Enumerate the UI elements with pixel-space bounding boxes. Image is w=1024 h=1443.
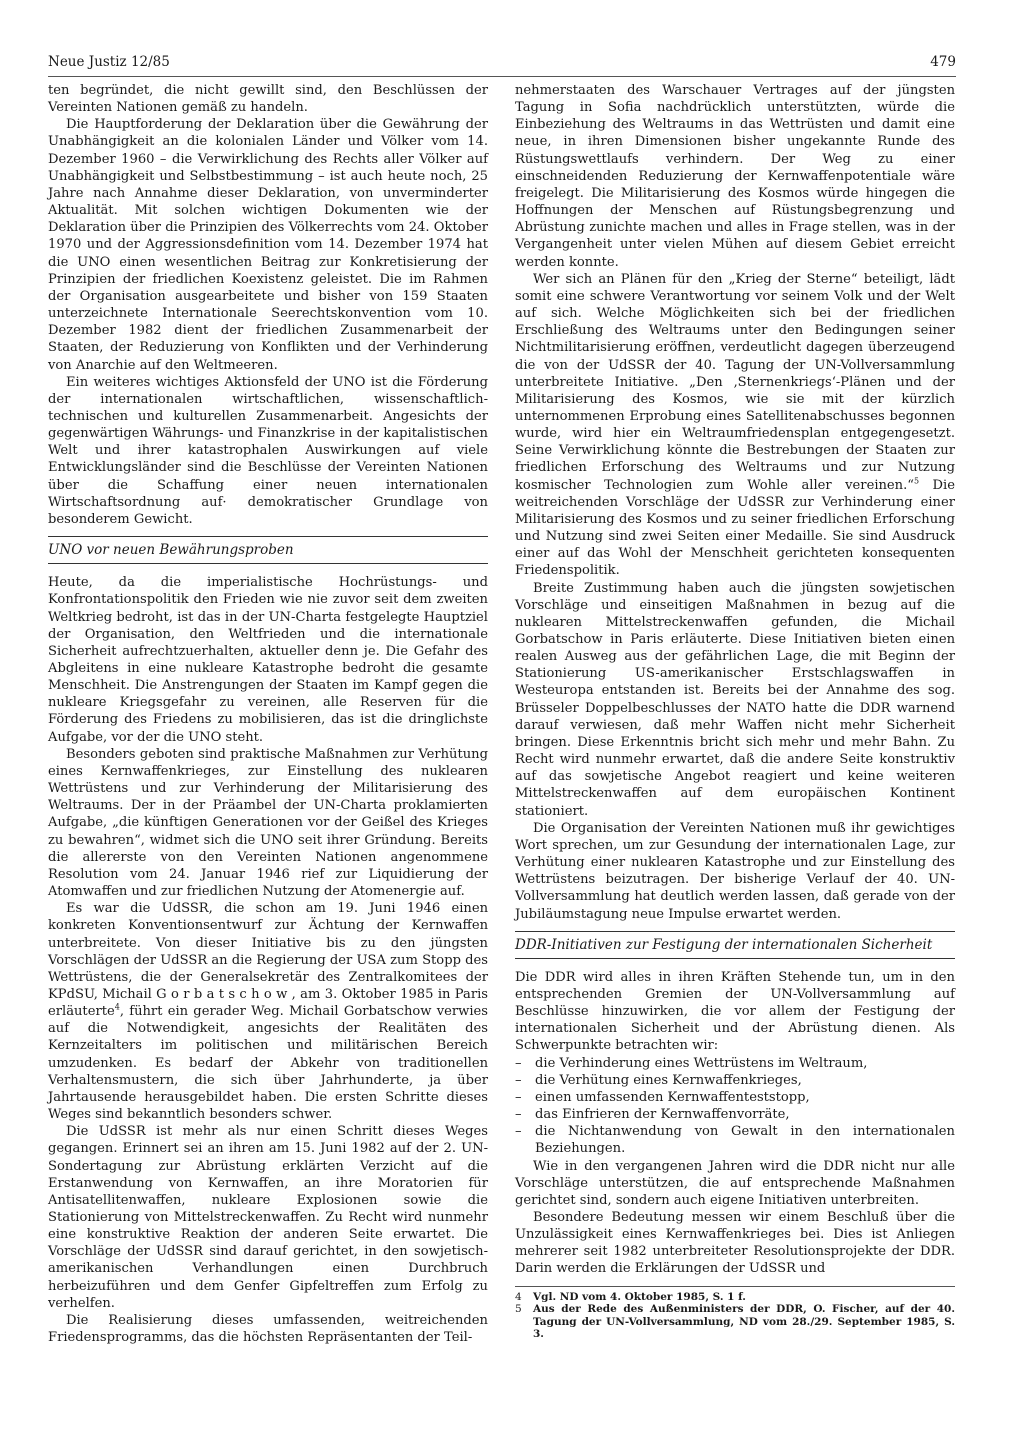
paragraph: nehmerstaaten des Warschauer Vertrages auf der jüngsten Tagung in Sofia nachdrücklich unterstützten, würde die Einbeziehung des Weltraums in das Wettrüsten und damit eine neue, in ihren Dimensionen bisher ungekannte Runde des Rüstungswettlaufs verhindern. Der Weg zu einer einschneidenden Reduzierung der Kernwaffenpotentiale wäre freigelegt. Die Militarisierung des Kosmos würde hingegen die Hoffnungen der Menschen auf Rüstungsbegrenzung und Abrüstung zunichte machen und alles in Frage stellen, was in der Vergangenheit unter vielen Mühen auf diesem Gebiet erreicht werden konnte. bbox=[515, 83, 955, 270]
paragraph: Die Realisierung dieses umfassenden, weitreichenden Friedensprogramms, das die höchsten Repräsentanten der Teil- bbox=[48, 1312, 488, 1346]
paragraph: Besonders geboten sind praktische Maßnahmen zur Verhütung eines Kernwaffenkrieges, zur Einstellung des nuklearen Wettrüstens und zur Verhinderung der Militarisierung des Weltraums. Der in der Präambel der UN-Charta proklamierten Aufgabe, „die künftigen Generationen vor der Geißel des Krieges zu bewahren“, widmet sich die UNO seit ihrer Gründung. Bereits die allererste von den Vereinten Nationen angenommene Resolution vom 24. Januar 1946 rief zur Liquidierung der Atomwaffen und zur friedlichen Nutzung der Atomenergie auf. bbox=[48, 746, 488, 900]
right-column bbox=[515, 82, 955, 1341]
journal-title: Neue Justiz 12/85 bbox=[48, 54, 170, 70]
section-heading: UNO vor neuen Bewährungsproben bbox=[48, 536, 488, 564]
list-item: – die Verhütung eines Kernwaffenkrieges, bbox=[515, 1072, 955, 1089]
paragraph: Breite Zustimmung haben auch die jüngsten sowjetischen Vorschläge und einseitigen Maßnahmen in bezug auf die nuklearen Mittelstreckenwaffen gefunden, die Michail Gorbatschow in Paris erläuterte. Diese Initiativen bieten einen realen Ausweg aus der gefährlichen Lage, die mit Beginn der Stationierung US-amerikanischer Erstschlagswaffen in Westeuropa entstanden ist. Bereits bei der Annahme des sog. Brüsseler Doppelbeschlusses der NATO hatte die DDR warnend darauf verwiesen, daß mehr Waffen nicht mehr Sicherheit bringen. Diese Erkenntnis bricht sich mehr und mehr Bahn. Zu Recht wird nunmehr erwartet, daß die andere Seite konstruktiv auf das sowjetische Angebot reagiert und keine weiteren Mittelstreckenwaffen auf dem europäischen Kontinent stationiert. bbox=[515, 580, 955, 819]
footnote-reference[interactable]: 5 bbox=[913, 476, 920, 486]
paragraph: Ein weiteres wichtiges Aktionsfeld der UNO ist die Förderung der internationalen wirtschaftlichen, wissenschaftlich-technischen und kulturellen Zusammenarbeit. Angesichts der gegenwärtigen Währungs- und Finanzkrise in der kapitalistischen Welt und ihrer katastrophalen Auswirkungen auf viele Entwicklungsländer sind die Beschlüsse der Vereinten Nationen über die Schaffung einer neuen internationalen Wirtschaftsordnung auf· demokratischer Grundlage von besonderem Gewicht. bbox=[48, 374, 488, 527]
list-item: – das Einfrieren der Kernwaffenvorräte, bbox=[515, 1106, 955, 1123]
paragraph: Wie in den vergangenen Jahren wird die DDR nicht nur alle Vorschläge unterstützen, die auf entsprechende Maßnahmen gerichtet sind, sondern auch eigene Initiativen unterbreiten. bbox=[515, 1158, 955, 1208]
list-item: – die Nichtanwendung von Gewalt in den internationalen Beziehungen. bbox=[515, 1123, 955, 1157]
footnote bbox=[515, 1291, 955, 1304]
section-heading: DDR-Initiativen zur Festigung der internationalen Sicherheit bbox=[515, 931, 955, 959]
footnotes bbox=[515, 1286, 955, 1341]
paragraph: Die Hauptforderung der Deklaration über die Gewährung der Unabhängigkeit an die kolonialen Länder und Völker vom 14. Dezember 1960 – die Verwirklichung des Rechts aller Völker auf Unabhängigkeit und Selbstbestimmung – ist auch heute noch, 25 Jahre nach Annahme dieser Deklaration, von unverminderter Aktualität. Mit solchen wichtigen Dokumenten wie der Deklaration über die Prinzipien des Völkerrechts vom 24. Oktober 1970 und der Aggressionsdefinition vom 14. Dezember 1974 hat die UNO einen wesentlichen Beitrag zur Konkretisierung der Prinzipien der friedlichen Koexistenz geleistet. Die im Rahmen der Organisation ausgearbeitete und bisher von 159 Staaten unterzeichnete Internationale Seerechtskonvention vom 10. Dezember 1982 dient der friedlichen Zusammenarbeit der Staaten, der Reduzierung von Konflikten und der Verhinderung von Anarchie auf den Weltmeeren. bbox=[48, 117, 488, 373]
paragraph: Besondere Bedeutung messen wir einem Beschluß über die Unzulässigkeit eines Kernwaffenkrieges bei. Dies ist Anliegen mehrerer seit 1982 unterbreiteter Resolutionsprojekte der DDR. Darin werden die Erklärungen der UdSSR und bbox=[515, 1210, 955, 1277]
footnote-text: Aus der Rede des Außenministers der DDR, O. Fischer, auf der 40. Tagung der UN-Vollversammlung, ND vom 28./29. September 1985, S. 3. bbox=[533, 1303, 955, 1341]
footnote-number: 4 bbox=[515, 1290, 522, 1303]
left-column bbox=[48, 82, 488, 1346]
paragraph-text: Es war die UdSSR, die schon am 19. Juni 1946 einen konkreten Konventionsentwurf zur Ächtung der Kernwaffen unterbreitete. Von dieser Initiative bis zu den jüngsten Vorschlägen der UdSSR an die Regierung der USA zum Stopp des Wettrüstens, die der Generalsekretär des Zentralkomitees der KPdSU, Michail G o r b a t s c h o w , am 3. Oktober 1985 in Paris erläuterte bbox=[48, 901, 488, 1020]
page-header bbox=[48, 54, 956, 77]
paragraph-text: Wer sich an Plänen für den „Krieg der Sterne“ beteiligt, lädt somit eine schwere Verantwortung vor seinem Volk und der Welt auf sich. Welche Möglichkeiten sich bei der friedlichen Erschließung des Weltraums unter den Bedingungen seiner Nichtmilitarisierung eröffnen, verdeutlicht dagegen überzeugend die von der UdSSR der 40. Tagung der UN-Vollversammlung unterbreitete Initiative. „Den ‚Sternenkriegs‘-Plänen und der Militarisierung des Kosmos, wie sie mit der kürzlich unternommenen Erprobung eines Satellitenabschusses begonnen wurde, wird hier ein Weltraumfriedensplan entgegengesetzt. Seine Verwirklichung könnte die Bestrebungen der Staaten zur friedlichen Erforschung des Weltraums und zur Nutzung kosmischer Technologien zum Wohle aller vereinen.“ bbox=[515, 271, 955, 493]
list-item: – einen umfassenden Kernwaffenteststopp, bbox=[515, 1089, 955, 1106]
page-number: 479 bbox=[930, 54, 956, 70]
paragraph: Die UdSSR ist mehr als nur einen Schritt dieses Weges gegangen. Erinnert sei an ihren am 15. Juni 1982 auf der 2. UN-Sondertagung zur Abrüstung erklärten Verzicht auf die Erstanwendung von Kernwaffen, an ihre Moratorien für Antisatellitenwaffen, nukleare Explosionen sowie die Stationierung von Mittelstreckenwaffen. Zu Recht wird nunmehr eine konstruktive Reaktion der anderen Seite erwartet. Die Vorschläge der UdSSR sind darauf gerichtet, in den sowjetisch-amerikanischen Verhandlungen einen Durchbruch herbeizuführen und dem Genfer Gipfeltreffen zum Erfolg zu verhelfen. bbox=[48, 1124, 488, 1311]
paragraph: Die Organisation der Vereinten Nationen muß ihr gewichtiges Wort sprechen, um zur Gesundung der internationalen Lage, zur Verhütung einer nuklearen Katastrophe und zur Einstellung des Wettrüstens beizutragen. Der bisherige Verlauf der 40. UN-Vollversammlung hat deutlich werden lassen, daß gerade von der Jubiläumstagung neue Impulse erwartet werden. bbox=[515, 820, 955, 922]
paragraph bbox=[48, 900, 488, 1123]
paragraph: Die DDR wird alles in ihren Kräften Stehende tun, um in den entsprechenden Gremien der UN-Vollversammlung auf Beschlüsse hinzuwirken, die vor allem der Festigung der internationalen Sicherheit und der Abrüstung dienen. Als Schwerpunkte betrachten wir: bbox=[515, 969, 955, 1054]
paragraph bbox=[515, 271, 955, 580]
priority-list bbox=[515, 1055, 955, 1158]
paragraph: Heute, da die imperialistische Hochrüstungs- und Konfrontationspolitik den Frieden wie nie zuvor seit dem zweiten Weltkrieg bedroht, ist das in der UN-Charta festgelegte Hauptziel der Organisation, den Weltfrieden und die internationale Sicherheit aufrechtzuerhalten, aktueller denn je. Die Gefahr des Abgleitens in eine nukleare Katastrophe bedroht die gesamte Menschheit. Die Anstrengungen der Staaten im Kampf gegen die nukleare Kriegsgefahr zu vereinen, alle Reserven für die Förderung des Friedens zu mobilisieren, das ist die dringlichste Aufgabe, vor der die UNO steht. bbox=[48, 575, 488, 745]
paragraph-text: Die weitreichenden Vorschläge der UdSSR zur Verhinderung einer Militarisierung des Kosmos und zu seiner friedlichen Erforschung und Nutzung sind zwei Seiten einer Medaille. Sie sind Ausdruck einer auf das Wohl der Menschheit gerichteten konsequenten Friedenspolitik. bbox=[515, 477, 955, 579]
footnote-text: Vgl. ND vom 4. Oktober 1985, S. 1 f. bbox=[533, 1290, 746, 1303]
footnote-reference[interactable]: 4 bbox=[114, 1002, 120, 1012]
list-item: – die Verhinderung eines Wettrüstens im Weltraum, bbox=[515, 1055, 955, 1072]
paragraph: ten begründet, die nicht gewillt sind, den Beschlüssen der Vereinten Nationen gemäß zu handeln. bbox=[48, 83, 488, 116]
footnote bbox=[515, 1303, 955, 1341]
paragraph-text: , führt ein gerader Weg. Michail Gorbatschow verwies auf die Notwendigkeit, angesichts der Realitäten des Kernzeitalters im politischen und militärischen Bereich umzudenken. Es bedarf der Abkehr von traditionellen Verhaltensmustern, die sich über Jahrhunderte, ja über Jahrtausende herausgebildet haben. Die ersten Schritte dieses Weges sind bekanntlich besonders schwer. bbox=[48, 1004, 488, 1123]
footnote-number: 5 bbox=[515, 1303, 522, 1316]
